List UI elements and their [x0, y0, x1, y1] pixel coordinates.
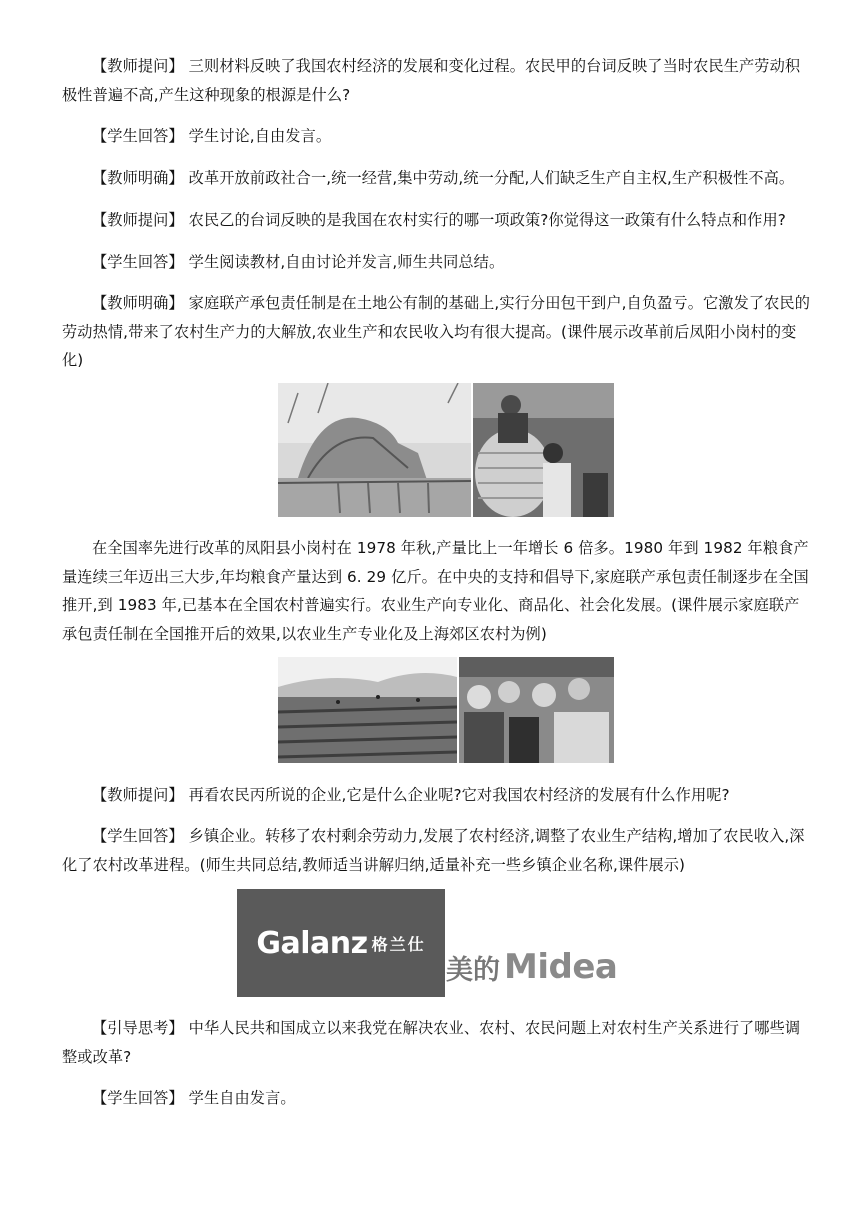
paragraph-student-answer-1: 【学生回答】 学生讨论,自由发言。	[92, 127, 332, 145]
paragraph-student-answer-3: 【学生回答】 乡镇企业。转移了农村剩余劳动力,发展了农村经济,调整了农业生产结构,增加了农民收入,深化了农村改革进程。(师生共同总结,教师适当讲解归纳,适量补充一些乡镇企业名称,课件展示)	[62, 827, 805, 874]
galanz-logo	[237, 889, 445, 997]
midea-logo-chinese: 美的	[446, 954, 500, 986]
paragraph-teacher-question-2: 【教师提问】 农民乙的台词反映的是我国在农村实行的哪一项政策?你觉得这一政策有什么特点和作用?	[92, 211, 786, 229]
paragraph-student-answer-2: 【学生回答】 学生阅读教材,自由讨论并发言,师生共同总结。	[92, 253, 505, 271]
photo-farm-field	[278, 657, 457, 763]
paragraph-student-answer-4: 【学生回答】 学生自由发言。	[92, 1089, 296, 1107]
paragraph-guided-thinking: 【引导思考】 中华人民共和国成立以来我党在解决农业、农村、农民问题上对农村生产关系进行了哪些调整或改革?	[62, 1019, 801, 1066]
photo-thatched-hut	[278, 383, 471, 517]
galanz-logo-chinese: 格兰仕	[371, 934, 426, 954]
midea-logo	[446, 936, 666, 998]
photo-grain-storage	[473, 383, 614, 517]
photo-villagers-group	[459, 657, 614, 763]
paragraph-teacher-clarify-1: 【教师明确】 改革开放前政社合一,统一经营,集中劳动,统一分配,人们缺乏生产自主权,生产积极性不高。	[92, 169, 795, 187]
paragraph-teacher-question-1: 【教师提问】 三则材料反映了我国农村经济的发展和变化过程。农民甲的台词反映了当时农民生产劳动积极性普遍不高,产生这种现象的根源是什么?	[62, 57, 801, 104]
paragraph-teacher-clarify-2: 【教师明确】 家庭联产承包责任制是在土地公有制的基础上,实行分田包干到户,自负盈亏。它激发了农民的劳动热情,带来了农村生产力的大解放,农业生产和农民收入均有很大提高。(课件展示改革前后凤阳小岗村的变化)	[62, 294, 811, 369]
galanz-logo-text: Galanz	[256, 925, 368, 961]
midea-logo-text: Midea	[504, 947, 618, 987]
paragraph-teacher-question-3: 【教师提问】 再看农民丙所说的企业,它是什么企业呢?它对我国农村经济的发展有什么作用呢?	[92, 786, 730, 804]
paragraph-xiaogang-data: 在全国率先进行改革的凤阳县小岗村在 1978 年秋,产量比上一年增长 6 倍多。1980 年到 1982 年粮食产量连续三年迈出三大步,年均粮食产量达到 6. 29 亿斤。在中央的支持和倡导下,家庭联产承包责任制逐步在全国推开,到 1983 年,已基本在全国农村普遍实行。农业生产向专业化、商品化、社会化发展。(课件展示家庭联产承包责任制在全国推开后的效果,以农业生产专业化及上海郊区农村为例)	[62, 539, 809, 643]
